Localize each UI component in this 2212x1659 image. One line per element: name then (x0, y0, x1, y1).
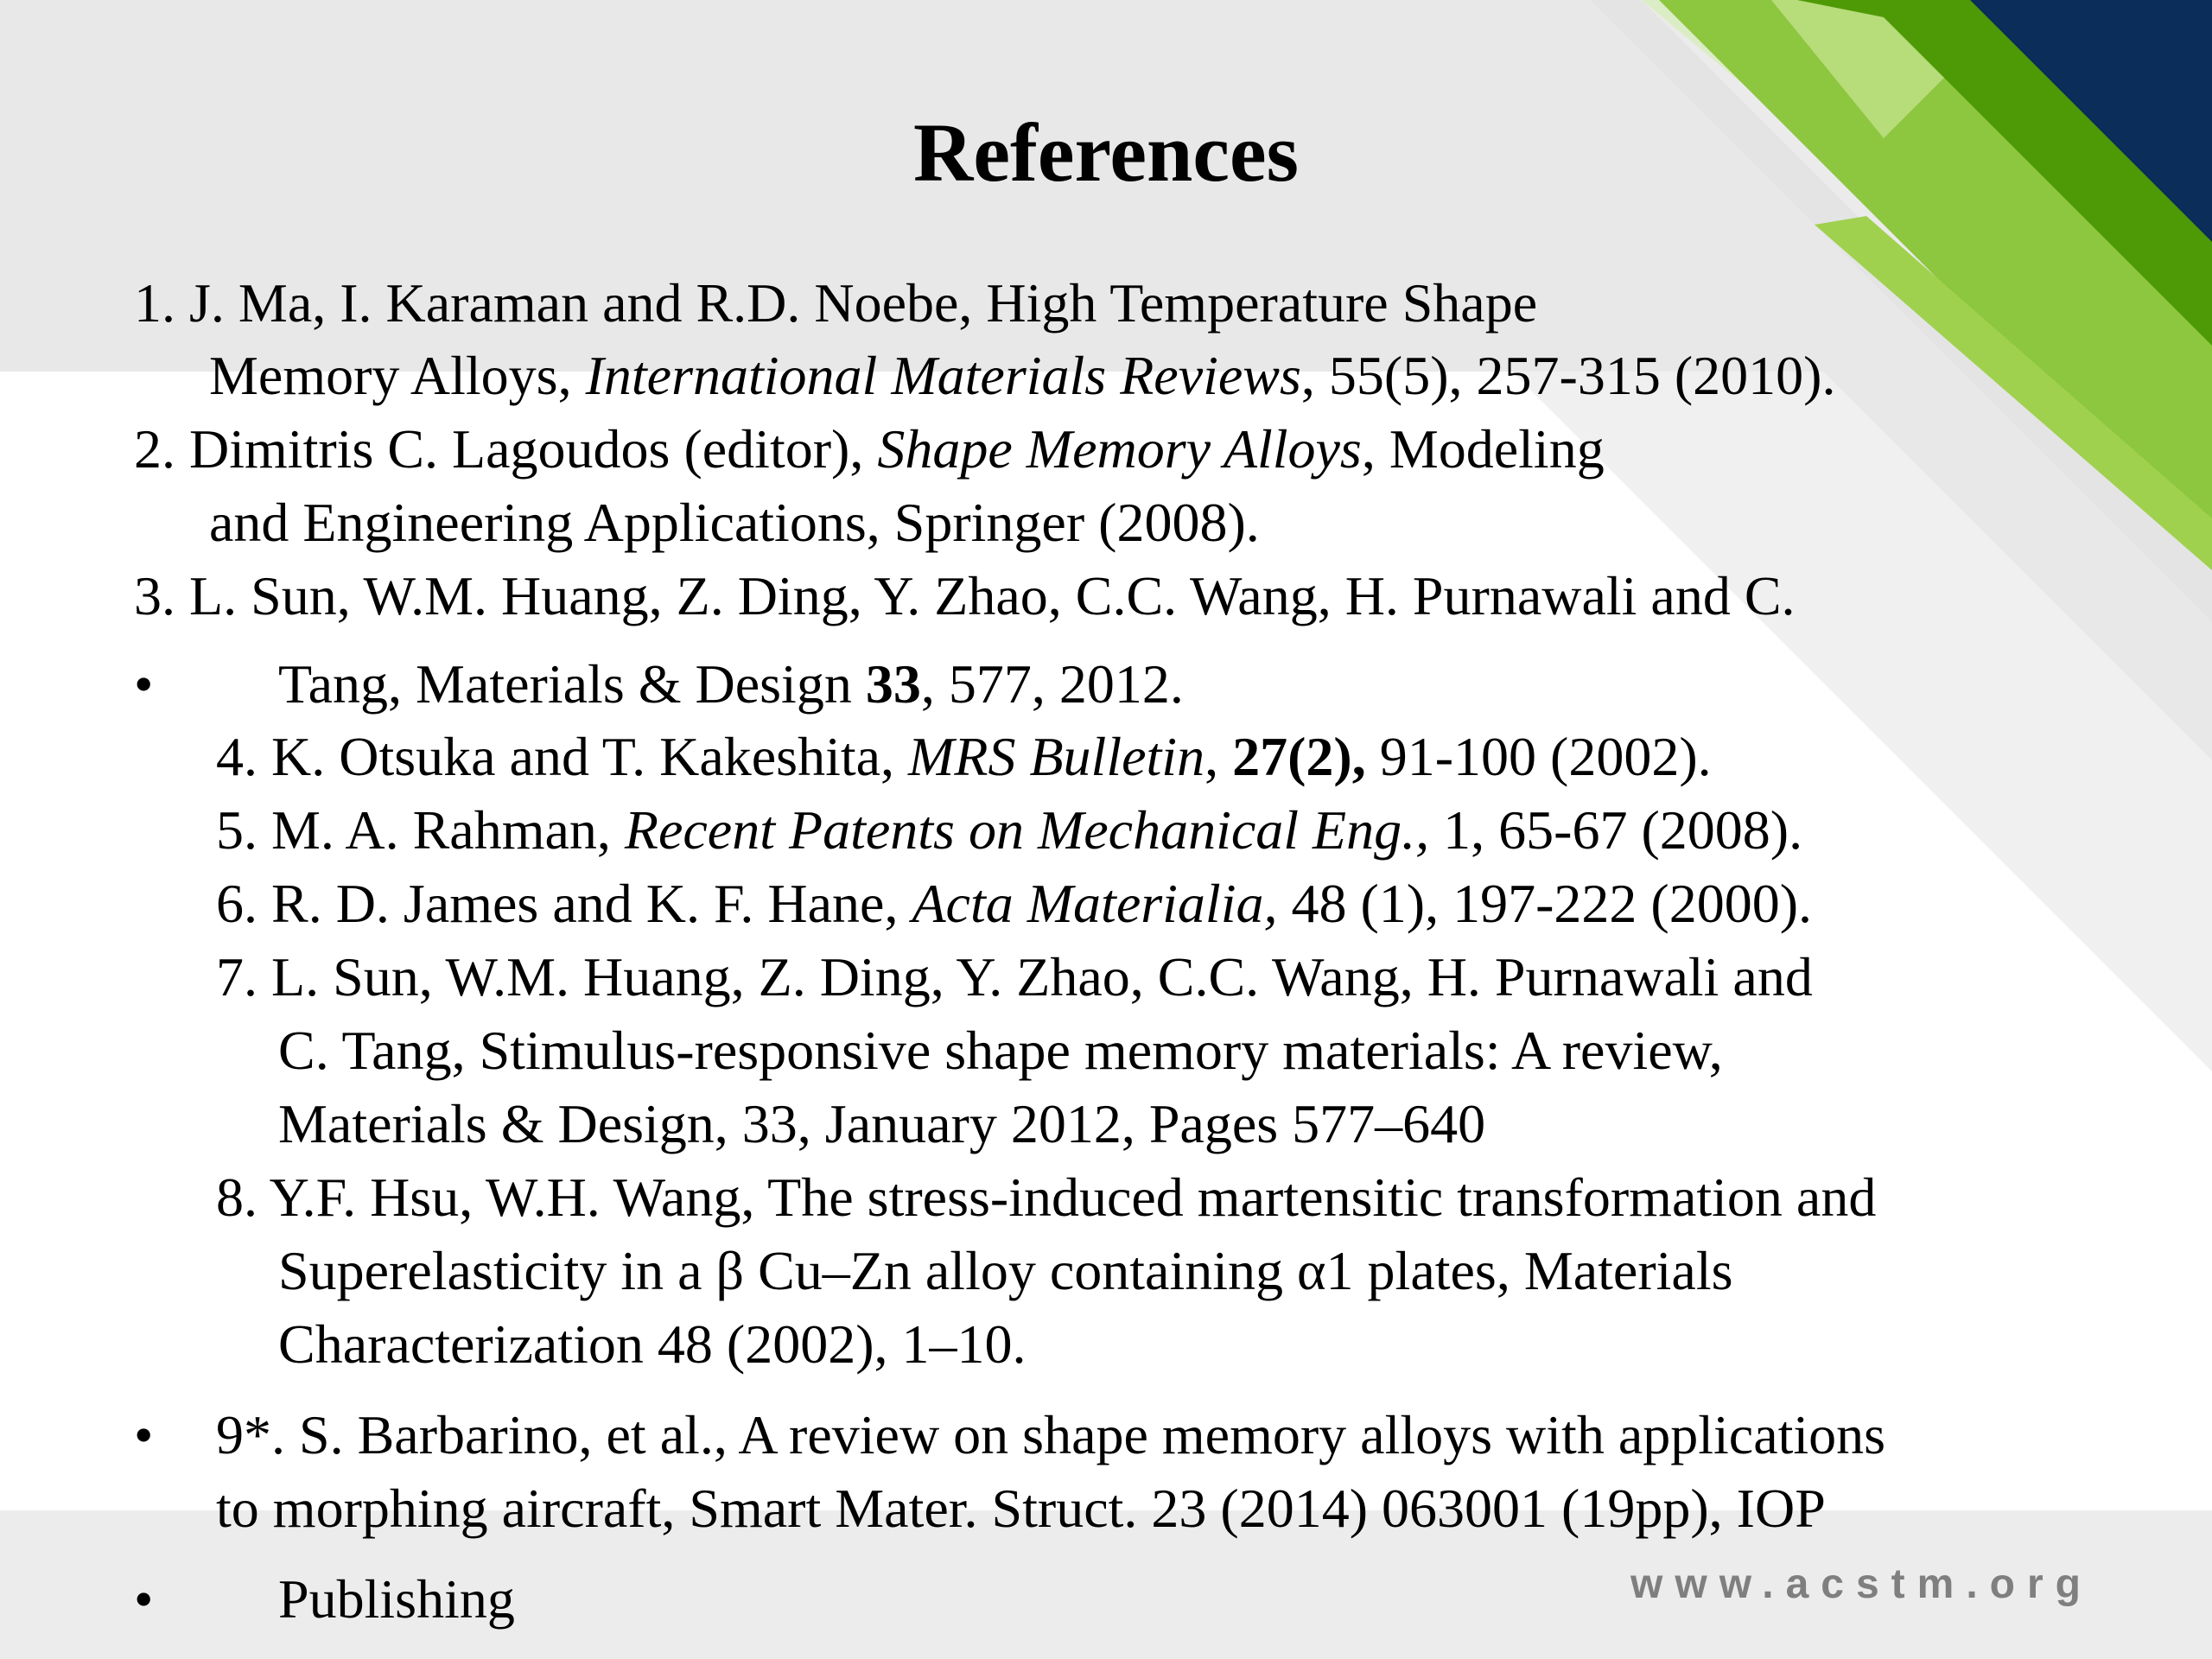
reference-9-line-1: 9*. S. Barbarino, et al., A review on shape memory alloys with applications (216, 1404, 1886, 1465)
reference-9-line-2: to morphing aircraft, Smart Mater. Struct. 23 (2014) 063001 (19pp), IOP (216, 1478, 1826, 1539)
reference-8-line-1: 8. Y.F. Hsu, W.H. Wang, The stress-induced martensitic transformation and (216, 1166, 1877, 1228)
reference-4: 4. K. Otsuka and T. Kakeshita, MRS Bulletin, 27(2), 91-100 (2002). (216, 726, 1712, 787)
reference-8-line-2: Superelasticity in a β Cu–Zn alloy containing α1 plates, Materials (278, 1240, 1733, 1301)
reference-2-line-1: 2. Dimitris C. Lagoudos (editor), Shape Memory Alloys, Modeling (134, 418, 1605, 480)
bullet-marker: • (134, 1404, 154, 1465)
reference-9-line-3: Publishing (278, 1568, 515, 1630)
reference-7-line-1: 7. L. Sun, W.M. Huang, Z. Ding, Y. Zhao, C.C. Wang, H. Purnawali and (216, 946, 1813, 1007)
reference-3-line-1: 3. L. Sun, W.M. Huang, Z. Ding, Y. Zhao, C.C. Wang, H. Purnawali and C. (134, 565, 1796, 626)
reference-3-line-2: Tang, Materials & Design 33, 577, 2012. (278, 653, 1184, 715)
reference-8-line-3: Characterization 48 (2002), 1–10. (278, 1313, 1027, 1375)
reference-7-line-3: Materials & Design, 33, January 2012, Pages 577–640 (278, 1093, 1486, 1154)
reference-6: 6. R. D. James and K. F. Hane, Acta Materialia, 48 (1), 197-222 (2000). (216, 873, 1813, 934)
bullet-marker: • (134, 653, 154, 715)
reference-7-line-2: C. Tang, Stimulus-responsive shape memory materials: A review, (278, 1020, 1723, 1081)
reference-1-line-1: 1. J. Ma, I. Karaman and R.D. Noebe, High Temperature Shape (134, 272, 1538, 334)
reference-1-line-2: Memory Alloys, International Materials Reviews, 55(5), 257-315 (2010). (209, 345, 1836, 406)
slide-title: References (913, 106, 1299, 199)
reference-5: 5. M. A. Rahman, Recent Patents on Mechanical Eng., 1, 65-67 (2008). (216, 799, 1803, 861)
bullet-marker: • (134, 1568, 154, 1630)
reference-2-line-2: and Engineering Applications, Springer (2008). (209, 492, 1260, 553)
footer-url: www.acstm.org (1630, 1561, 2093, 1607)
